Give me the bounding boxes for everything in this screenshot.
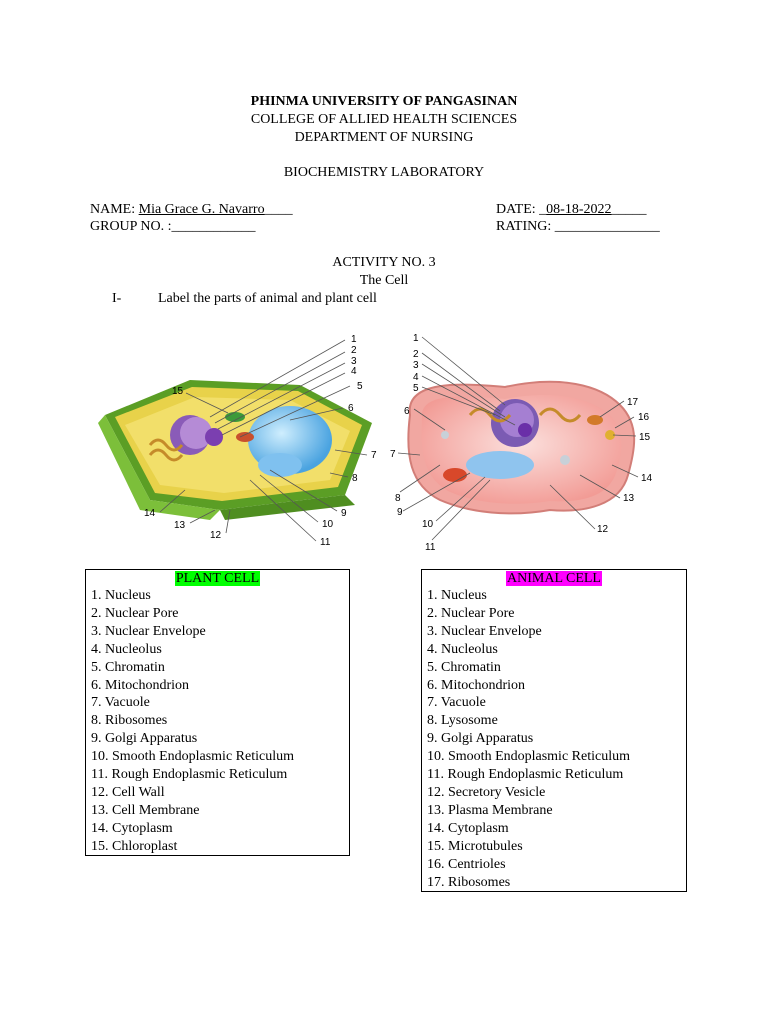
list-item: 14. Cytoplasm xyxy=(91,820,173,836)
university-title: PHINMA UNIVERSITY OF PANGASINAN xyxy=(250,94,518,109)
animal-label: 12 xyxy=(597,524,609,535)
animal-label: 4 xyxy=(413,372,419,383)
list-item: 15. Microtubules xyxy=(427,838,523,854)
list-item: 11. Rough Endoplasmic Reticulum xyxy=(91,767,288,783)
list-item: 6. Mitochondrion xyxy=(91,677,189,693)
plant-label: 6 xyxy=(348,403,354,414)
plant-label: 15 xyxy=(172,386,184,397)
animal-label: 16 xyxy=(638,412,650,423)
list-item: 9. Golgi Apparatus xyxy=(91,731,198,747)
activity-subtitle: The Cell xyxy=(359,273,409,288)
name-field xyxy=(90,201,293,219)
animal-label: 15 xyxy=(639,432,651,443)
list-item: 11. Rough Endoplasmic Reticulum xyxy=(427,767,624,783)
animal-label: 7 xyxy=(390,449,396,460)
plant-label: 1 xyxy=(351,334,357,345)
group-label: GROUP NO. : xyxy=(90,219,172,234)
animal-cell-box xyxy=(421,569,687,892)
list-item: 6. Mitochondrion xyxy=(427,677,525,693)
instruction-text: Label the parts of animal and plant cell xyxy=(158,291,377,306)
animal-label: 9 xyxy=(397,507,403,518)
list-item: 2. Nuclear Pore xyxy=(91,605,179,621)
animal-label: 11 xyxy=(425,542,436,553)
plant-label: 10 xyxy=(322,519,334,530)
rating-field xyxy=(496,218,660,236)
cell-diagram xyxy=(0,305,768,565)
list-item: 7. Vacuole xyxy=(427,695,486,711)
group-blank: ____________ xyxy=(171,219,256,234)
animal-label: 2 xyxy=(413,349,419,360)
date-suffix: _____ xyxy=(611,202,647,217)
animal-label: 6 xyxy=(404,406,410,417)
date-value: 08-18-2022 xyxy=(546,202,612,217)
list-item: 17. Ribosomes xyxy=(427,874,511,890)
list-item: 10. Smooth Endoplasmic Reticulum xyxy=(427,749,630,765)
date-label: DATE: _ xyxy=(496,202,547,217)
list-item: 10. Smooth Endoplasmic Reticulum xyxy=(91,749,294,765)
animal-label: 17 xyxy=(627,397,639,408)
animal-cell-illustration xyxy=(408,382,634,514)
list-item: 9. Golgi Apparatus xyxy=(427,731,534,747)
animal-label: 10 xyxy=(422,519,434,530)
plant-label: 2 xyxy=(351,345,357,356)
list-item: 2. Nuclear Pore xyxy=(427,605,515,621)
plant-label: 8 xyxy=(352,473,358,484)
plant-cell-illustration xyxy=(98,380,372,520)
group-field xyxy=(90,218,256,236)
list-item: 3. Nuclear Envelope xyxy=(427,623,542,639)
list-item: 5. Chromatin xyxy=(427,659,501,675)
animal-label: 1 xyxy=(413,333,419,344)
part-number: I- xyxy=(112,291,122,306)
list-item: 13. Plasma Membrane xyxy=(427,802,553,818)
course-title: BIOCHEMISTRY LABORATORY xyxy=(283,165,485,180)
animal-label: 13 xyxy=(623,493,635,504)
list-item: 7. Vacuole xyxy=(91,695,150,711)
list-item: 16. Centrioles xyxy=(427,856,506,872)
rating-blank: _______________ xyxy=(554,219,660,234)
plant-label: 11 xyxy=(320,537,331,548)
list-item: 4. Nucleolus xyxy=(91,641,162,657)
plant-cell-box xyxy=(85,569,350,856)
animal-label: 14 xyxy=(641,473,653,484)
list-item: 1. Nucleus xyxy=(91,588,151,603)
rating-label: RATING: xyxy=(496,219,555,234)
list-item: 12. Secretory Vesicle xyxy=(427,784,546,800)
list-item: 3. Nuclear Envelope xyxy=(91,623,206,639)
plant-label: 4 xyxy=(351,366,357,377)
plant-label: 5 xyxy=(357,381,363,392)
list-item: 15. Chloroplast xyxy=(91,838,178,854)
list-item: 5. Chromatin xyxy=(91,659,165,675)
college-title: COLLEGE OF ALLIED HEALTH SCIENCES xyxy=(250,112,518,127)
name-value: Mia Grace G. Navarro xyxy=(138,202,265,217)
list-item: 13. Cell Membrane xyxy=(91,802,200,818)
animal-cell-title: ANIMAL CELL xyxy=(507,571,601,586)
animal-parts-list xyxy=(422,587,686,891)
list-item: 8. Lysosome xyxy=(427,713,498,729)
plant-label: 12 xyxy=(210,530,222,541)
date-field xyxy=(496,201,647,219)
list-item: 1. Nucleus xyxy=(427,588,487,603)
list-item: 14. Cytoplasm xyxy=(427,820,509,836)
plant-label: 13 xyxy=(174,520,186,531)
name-label: NAME: xyxy=(90,202,139,217)
animal-label: 3 xyxy=(413,360,419,371)
plant-label: 14 xyxy=(144,508,156,519)
list-item: 8. Ribosomes xyxy=(91,713,168,729)
animal-cell-header xyxy=(422,571,686,587)
plant-cell-header xyxy=(86,571,349,587)
list-item: 12. Cell Wall xyxy=(91,784,165,800)
animal-label: 5 xyxy=(413,383,419,394)
plant-label: 3 xyxy=(351,356,357,367)
department-title: DEPARTMENT OF NURSING xyxy=(294,130,474,145)
list-item: 4. Nucleolus xyxy=(427,641,498,657)
activity-number: ACTIVITY NO. 3 xyxy=(332,255,436,270)
plant-label: 7 xyxy=(371,450,377,461)
plant-parts-list xyxy=(86,587,349,856)
plant-label: 9 xyxy=(341,508,347,519)
animal-label: 8 xyxy=(395,493,401,504)
plant-cell-title: PLANT CELL xyxy=(175,571,260,586)
name-suffix: ____ xyxy=(264,202,293,217)
